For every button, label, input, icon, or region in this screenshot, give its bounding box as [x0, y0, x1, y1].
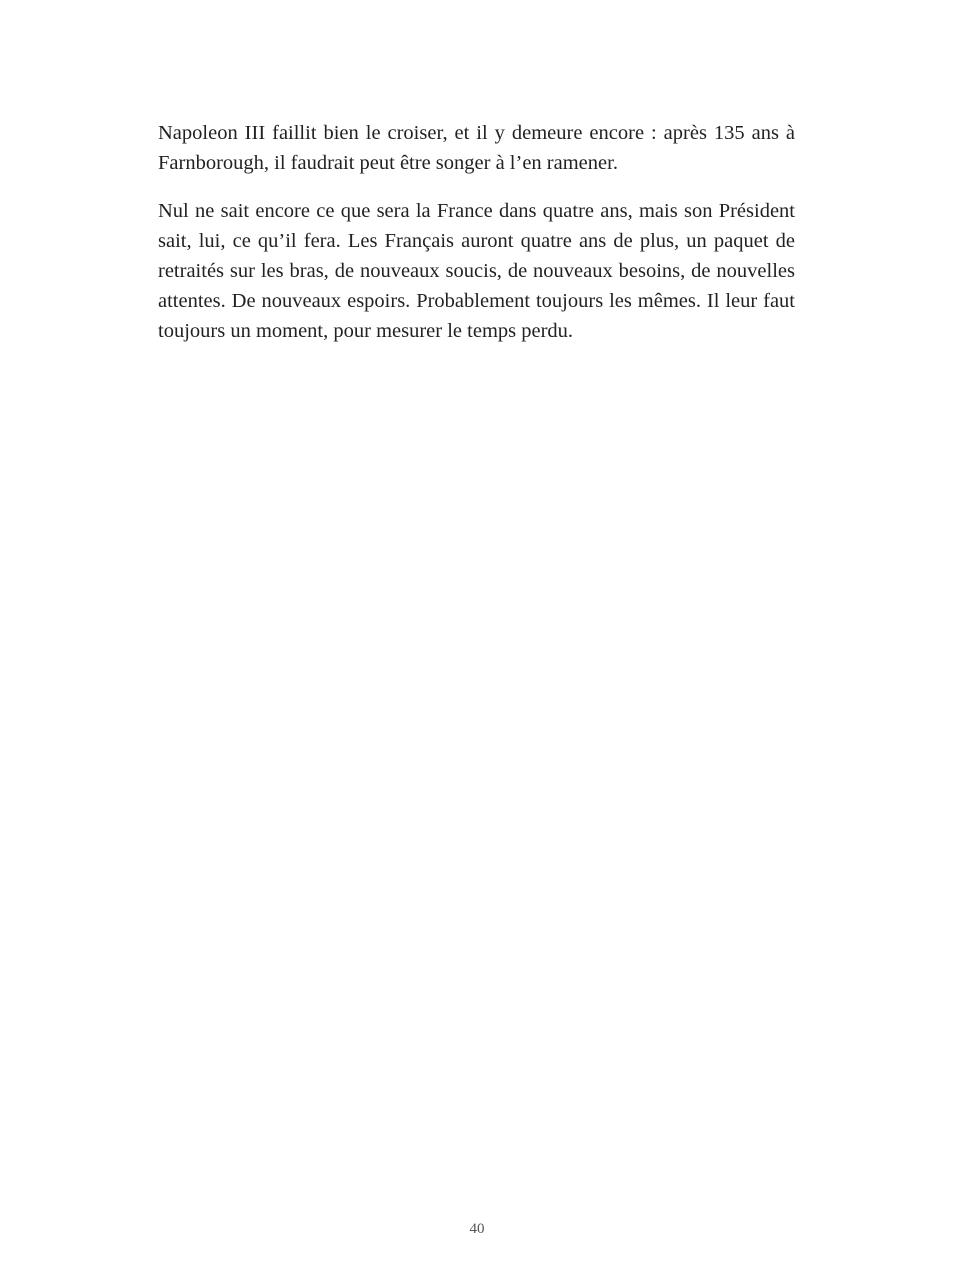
paragraph-2: Nul ne sait encore ce que sera la France dans quatre ans, mais son Président sait, lui, ce qu’il fera. Les Français auront quatre ans de plus, un paquet de retraités sur les bras, de nouveaux soucis, de nouveaux besoins, de nouvelles attentes. De nouveaux espoirs. Probablement toujours les mêmes. Il leur faut toujours un moment, pour mesurer le temps perdu. [158, 200, 795, 342]
page-number: 40 [469, 1221, 485, 1237]
paragraph-1: Napoleon III faillit bien le croiser, et il y demeure encore : après 135 ans à Farnborough, il faudrait peut être songer à l’en ramener. [158, 122, 795, 174]
body-text [158, 118, 795, 346]
